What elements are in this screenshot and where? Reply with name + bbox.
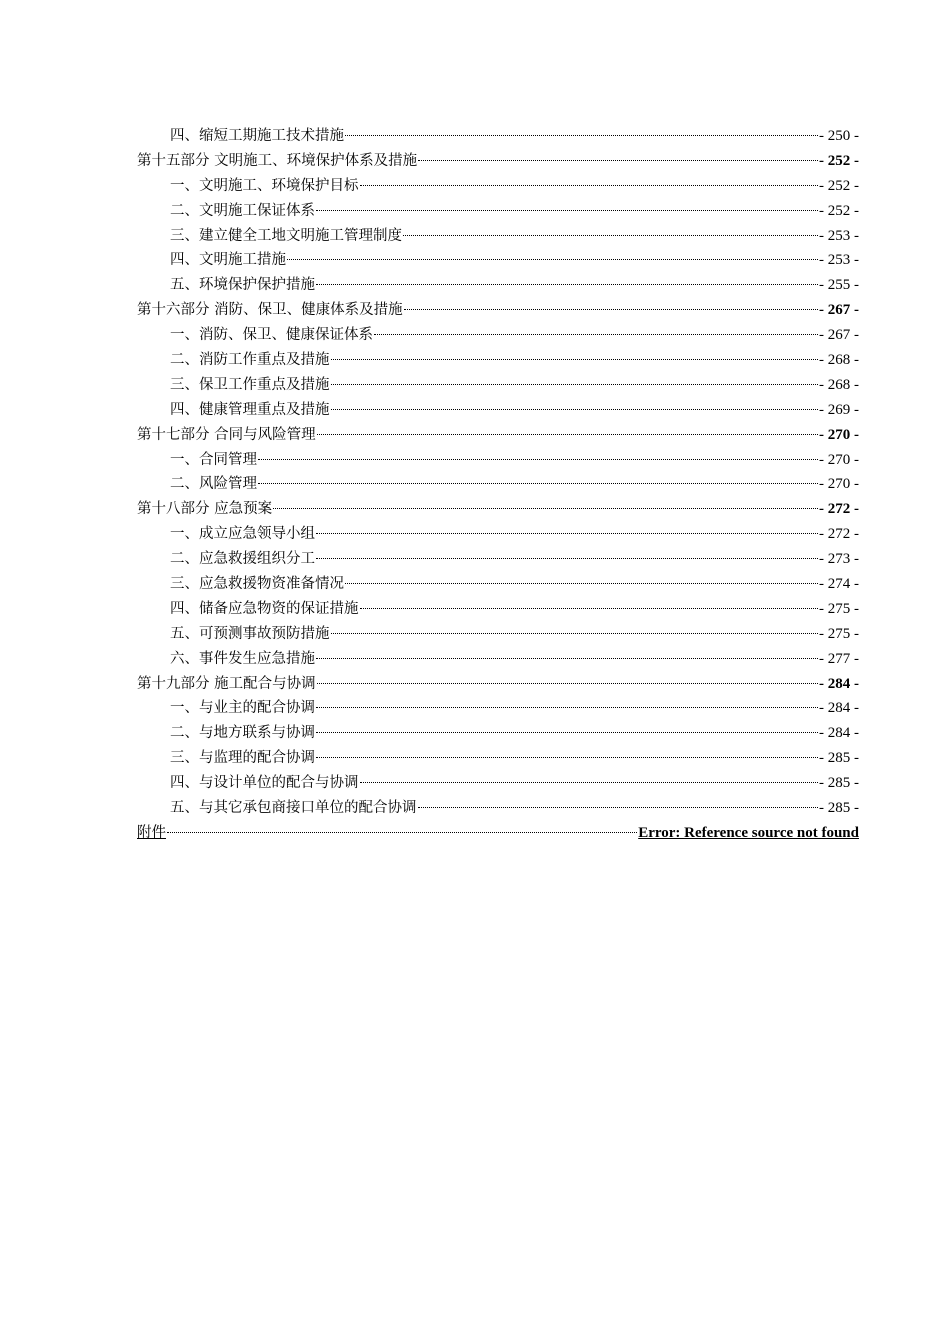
toc-dot-leader: [287, 259, 818, 260]
toc-subsection-entry[interactable]: [137, 647, 859, 672]
toc-page-number: - 268 -: [819, 376, 859, 393]
toc-page-number: - 272 -: [819, 501, 859, 518]
toc-entry-title: 二、消防工作重点及措施: [170, 352, 330, 369]
toc-entry-title: 一、合同管理: [170, 451, 257, 468]
toc-dot-leader: [360, 608, 819, 609]
toc-entry-title: 附件: [137, 824, 166, 841]
toc-entry-title: 四、与设计单位的配合与协调: [170, 775, 359, 792]
toc-page-number: - 269 -: [819, 401, 859, 418]
toc-entry-title: 二、文明施工保证体系: [170, 202, 315, 219]
toc-dot-leader: [360, 185, 819, 186]
toc-dot-leader: [404, 309, 818, 310]
toc-section-entry[interactable]: [137, 497, 859, 522]
toc-subsection-entry[interactable]: [137, 522, 859, 547]
toc-subsection-entry[interactable]: [137, 323, 859, 348]
toc-dot-leader: [316, 558, 818, 559]
toc-dot-leader: [317, 434, 818, 435]
toc-page-number: - 270 -: [819, 451, 859, 468]
toc-dot-leader: [317, 683, 818, 684]
toc-entry-title: 四、文明施工措施: [170, 252, 286, 269]
toc-section-entry[interactable]: [137, 672, 859, 697]
toc-page-number: - 253 -: [819, 227, 859, 244]
toc-page-number: - 274 -: [819, 576, 859, 593]
toc-page-number: - 285 -: [819, 750, 859, 767]
toc-subsection-entry[interactable]: [137, 597, 859, 622]
toc-dot-leader: [273, 508, 818, 509]
toc-page-number: - 255 -: [819, 277, 859, 294]
toc-dot-leader: [258, 483, 818, 484]
toc-dot-leader: [316, 707, 818, 708]
toc-dot-leader: [316, 533, 818, 534]
toc-dot-leader: [331, 384, 819, 385]
toc-dot-leader: [316, 284, 818, 285]
toc-dot-leader: [418, 160, 818, 161]
toc-subsection-entry[interactable]: [137, 796, 859, 821]
toc-subsection-entry[interactable]: [137, 199, 859, 224]
toc-entry-title: 一、与业主的配合协调: [170, 700, 315, 717]
toc-subsection-entry[interactable]: [137, 398, 859, 423]
toc-entry-title: 二、风险管理: [170, 476, 257, 493]
toc-subsection-entry[interactable]: [137, 472, 859, 497]
toc-dot-leader: [345, 583, 818, 584]
toc-subsection-entry[interactable]: [137, 348, 859, 373]
toc-dot-leader: [316, 658, 818, 659]
toc-reference-error: Error: Reference source not found: [638, 824, 859, 841]
toc-subsection-entry[interactable]: [137, 273, 859, 298]
toc-subsection-entry[interactable]: [137, 224, 859, 249]
toc-dot-leader: [331, 633, 819, 634]
toc-subsection-entry[interactable]: [137, 174, 859, 199]
toc-entry-title: 第十六部分 消防、保卫、健康体系及措施: [137, 302, 403, 319]
toc-page-number: - 252 -: [819, 152, 859, 169]
toc-dot-leader: [258, 459, 818, 460]
toc-dot-leader: [331, 359, 819, 360]
toc-entry-title: 三、保卫工作重点及措施: [170, 376, 330, 393]
toc-entry-title: 第十九部分 施工配合与协调: [137, 675, 316, 692]
toc-subsection-entry[interactable]: [137, 572, 859, 597]
toc-dot-leader: [374, 334, 818, 335]
table-of-contents: [137, 124, 859, 846]
toc-entry-title: 三、与监理的配合协调: [170, 750, 315, 767]
toc-page-number: - 284 -: [819, 700, 859, 717]
toc-entry-title: 第十五部分 文明施工、环境保护体系及措施: [137, 152, 418, 169]
toc-page-number: - 285 -: [819, 775, 859, 792]
toc-page-number: - 268 -: [819, 352, 859, 369]
toc-entry-title: 六、事件发生应急措施: [170, 650, 315, 667]
toc-dot-leader: [418, 807, 819, 808]
toc-dot-leader: [167, 832, 637, 833]
toc-dot-leader: [345, 135, 818, 136]
toc-subsection-entry[interactable]: [137, 124, 859, 149]
toc-section-entry[interactable]: [137, 423, 859, 448]
toc-page-number: - 252 -: [819, 177, 859, 194]
toc-dot-leader: [316, 757, 818, 758]
toc-entry-title: 三、应急救援物资准备情况: [170, 576, 344, 593]
toc-page-number: - 284 -: [819, 725, 859, 742]
toc-entry-title: 二、与地方联系与协调: [170, 725, 315, 742]
toc-entry-title: 一、消防、保卫、健康保证体系: [170, 327, 373, 344]
toc-page-number: - 267 -: [819, 327, 859, 344]
toc-page-number: - 250 -: [819, 128, 859, 144]
toc-page-number: - 270 -: [819, 426, 859, 443]
toc-entry-title: 第十七部分 合同与风险管理: [137, 426, 316, 443]
toc-entry-title: 五、环境保护保护措施: [170, 277, 315, 294]
toc-entry-title: 五、与其它承包商接口单位的配合协调: [170, 800, 417, 817]
toc-page-number: - 252 -: [819, 202, 859, 219]
toc-page-number: - 275 -: [819, 600, 859, 617]
toc-page-number: - 267 -: [819, 302, 859, 319]
toc-entry-title: 四、健康管理重点及措施: [170, 401, 330, 418]
toc-page-number: - 270 -: [819, 476, 859, 493]
toc-page-number: - 275 -: [819, 625, 859, 642]
toc-dot-leader: [316, 210, 818, 211]
toc-entry-title: 四、缩短工期施工技术措施: [170, 128, 344, 144]
toc-entry-title: 四、储备应急物资的保证措施: [170, 600, 359, 617]
toc-subsection-entry[interactable]: [137, 696, 859, 721]
toc-subsection-entry[interactable]: [137, 746, 859, 771]
toc-subsection-entry[interactable]: [137, 448, 859, 473]
toc-page-number: - 273 -: [819, 551, 859, 568]
toc-page-number: - 277 -: [819, 650, 859, 667]
toc-page-number: - 284 -: [819, 675, 859, 692]
toc-page-number: - 253 -: [819, 252, 859, 269]
toc-dot-leader: [331, 409, 819, 410]
toc-entry-title: 五、可预测事故预防措施: [170, 625, 330, 642]
toc-subsection-entry[interactable]: [137, 622, 859, 647]
toc-section-entry[interactable]: [137, 821, 859, 846]
toc-entry-title: 一、文明施工、环境保护目标: [170, 177, 359, 194]
toc-subsection-entry[interactable]: [137, 771, 859, 796]
toc-page-number: - 272 -: [819, 526, 859, 543]
toc-subsection-entry[interactable]: [137, 248, 859, 273]
toc-entry-title: 三、建立健全工地文明施工管理制度: [170, 227, 402, 244]
toc-dot-leader: [403, 235, 818, 236]
toc-dot-leader: [316, 732, 818, 733]
toc-entry-title: 第十八部分 应急预案: [137, 501, 273, 518]
toc-subsection-entry[interactable]: [137, 721, 859, 746]
toc-section-entry[interactable]: [137, 149, 859, 174]
toc-section-entry[interactable]: [137, 298, 859, 323]
toc-entry-title: 二、应急救援组织分工: [170, 551, 315, 568]
toc-subsection-entry[interactable]: [137, 547, 859, 572]
toc-subsection-entry[interactable]: [137, 373, 859, 398]
toc-dot-leader: [360, 782, 819, 783]
toc-entry-title: 一、成立应急领导小组: [170, 526, 315, 543]
toc-page-number: - 285 -: [819, 800, 859, 817]
